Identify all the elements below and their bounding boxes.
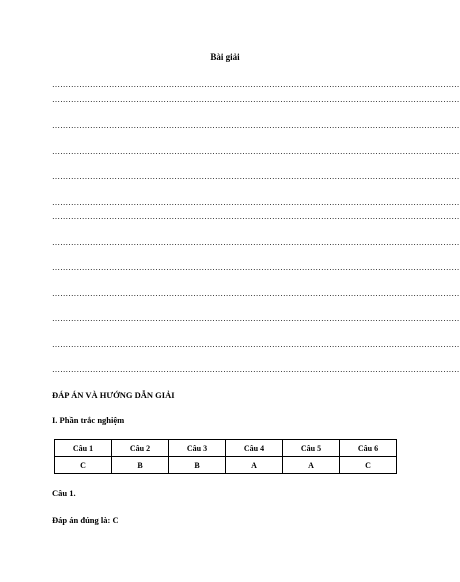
dotted-line: …………………………………………………………………………………………………………………………………… (52, 365, 460, 374)
dotted-line: …………………………………………………………………………………………………………………………………… (52, 147, 460, 156)
table-header-cell: Câu 4 (226, 440, 283, 457)
dotted-line: …………………………………………………………………………………………………………………………………… (52, 121, 460, 130)
answers-heading: ĐÁP ÁN VÀ HƯỚNG DẪN GIẢI (52, 390, 175, 400)
table-cell: C (55, 457, 112, 474)
table-header-cell: Câu 2 (112, 440, 169, 457)
dotted-line: …………………………………………………………………………………………………………………………………… (52, 289, 460, 298)
table-header-row (55, 440, 397, 457)
dotted-line: …………………………………………………………………………………………………………………………………… (52, 212, 460, 221)
table-cell: A (226, 457, 283, 474)
dotted-line: …………………………………………………………………………………………………………………………………… (52, 172, 460, 181)
dotted-line: …………………………………………………………………………………………………………………………………… (52, 238, 460, 247)
table-header-cell: Câu 1 (55, 440, 112, 457)
table-header-cell: Câu 5 (283, 440, 340, 457)
dotted-line: …………………………………………………………………………………………………………………………………… (52, 340, 460, 349)
dotted-line: …………………………………………………………………………………………………………………………………… (52, 263, 460, 272)
table-cell: C (340, 457, 397, 474)
section-title: Bài giải (210, 52, 240, 62)
dotted-line: …………………………………………………………………………………………………………………………………… (52, 198, 460, 207)
dotted-line: …………………………………………………………………………………………………………………………………… (52, 314, 460, 323)
question1-answer: Đáp án đúng là: C (52, 515, 119, 525)
answer-table (54, 439, 397, 474)
table-header-cell: Câu 3 (169, 440, 226, 457)
table-cell: A (283, 457, 340, 474)
part1-heading: I. Phần trắc nghiệm (52, 415, 125, 425)
table-cell: B (169, 457, 226, 474)
table-header-cell: Câu 6 (340, 440, 397, 457)
dotted-line: …………………………………………………………………………………………………………………………………… (52, 95, 460, 104)
question1-label: Câu 1. (52, 488, 76, 498)
table-cell: B (112, 457, 169, 474)
dotted-line: …………………………………………………………………………………………………………………………………… (52, 80, 460, 89)
table-row (55, 457, 397, 474)
